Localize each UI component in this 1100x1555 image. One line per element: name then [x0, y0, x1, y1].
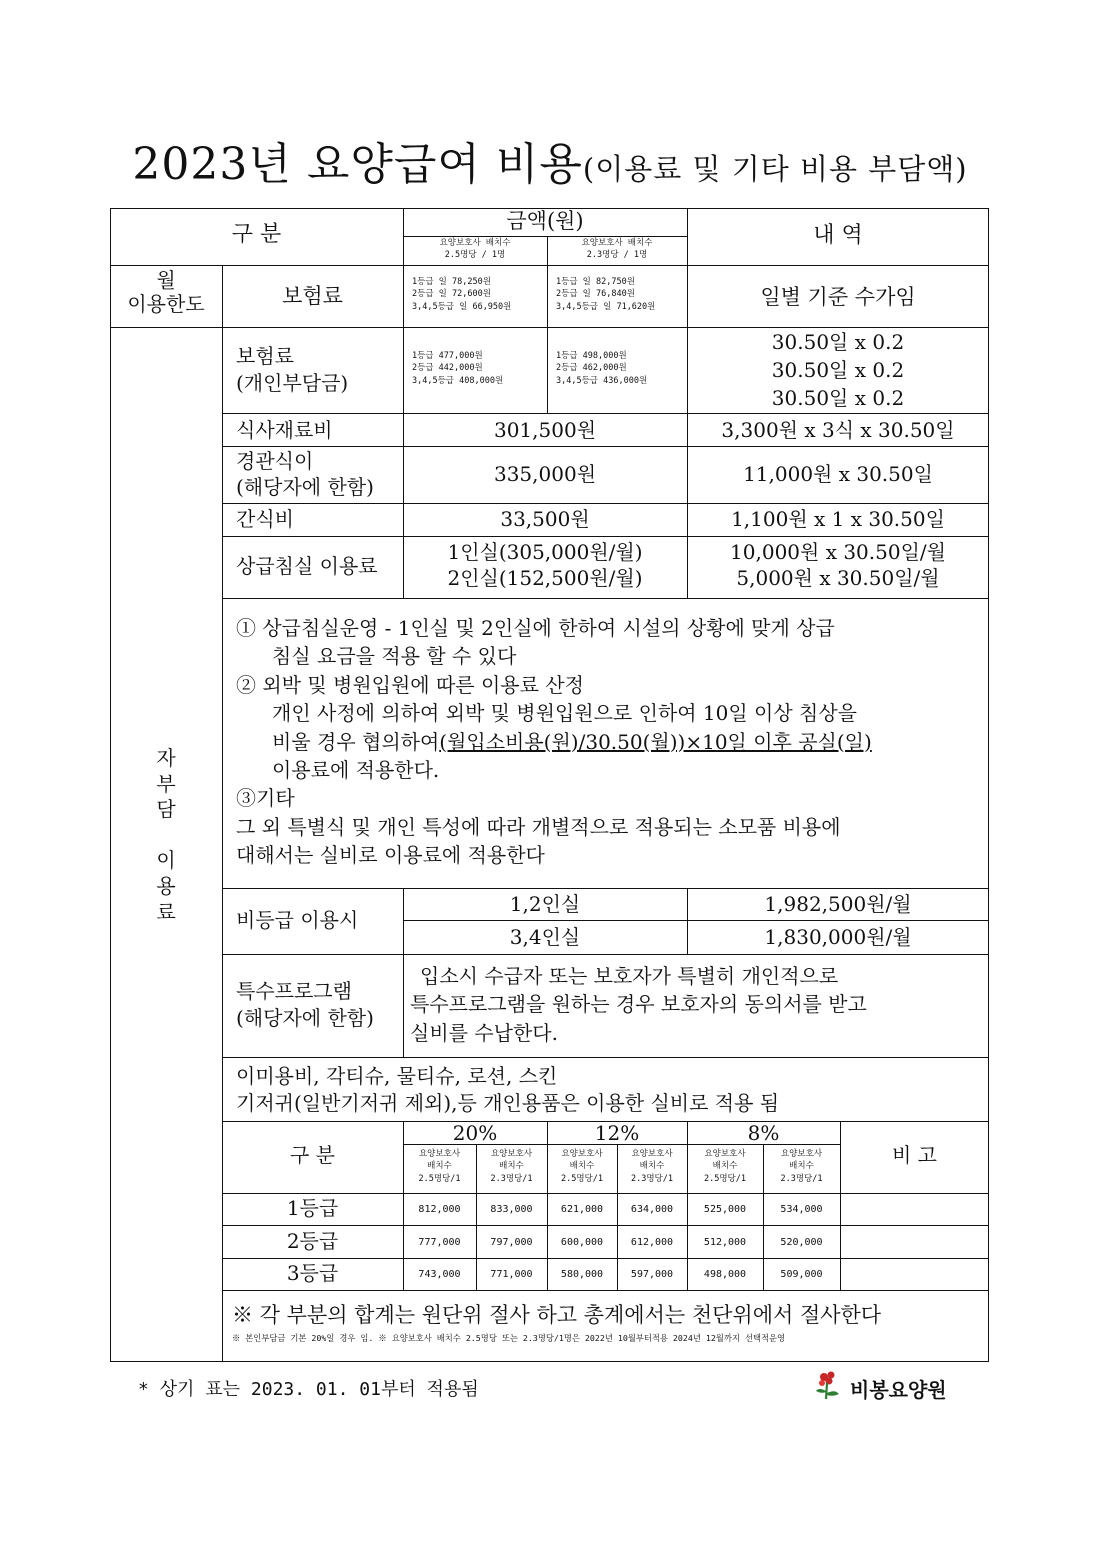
insurance-self-detail: 30.50일 x 0.2 30.50일 x 0.2 30.50일 x 0.2: [771, 330, 905, 410]
header-col-b: 요양보호사 배치수 2.3명당 / 1명: [581, 238, 653, 261]
grade-value: 771,000: [490, 1269, 533, 1280]
grade-group-8: 8%: [747, 1121, 780, 1145]
grade-value: 534,000: [780, 1204, 823, 1215]
premium-room-item: 상급침실 이용료: [236, 554, 378, 578]
grade-label: 2등급: [286, 1229, 339, 1253]
tube-item: 경관식이 (해당자에 한함): [236, 449, 374, 499]
grade-sub-header: 요양보호사 배치수 2.5명당/1: [703, 1149, 746, 1184]
meal-detail: 3,300원 x 3식 x 30.50일: [721, 418, 955, 442]
grade-gubun: 구 분: [290, 1143, 335, 1167]
footer-note: ※ 각 부분의 합계는 원단위 절사 하고 총계에서는 천단위에서 절사한다: [232, 1303, 882, 1327]
grade-value: 597,000: [630, 1269, 674, 1280]
insurance-self-col-a: 1등급 477,000원 2등급 442,000원 3,4,5등급 408,000원: [412, 351, 504, 386]
monthly-limit-detail: 일별 기준 수가임: [760, 285, 916, 309]
grade-label: 1등급: [286, 1196, 339, 1220]
grade-value: 812,000: [418, 1204, 461, 1215]
grade-value: 580,000: [560, 1269, 604, 1280]
premium-room-detail: 10,000원 x 30.50일/월 5,000원 x 30.50일/월: [730, 540, 946, 590]
meal-amount: 301,500원: [493, 418, 597, 442]
footer-small-note: ※ 본인부담금 기본 20%일 경우 임. ※ 요양보호사 배치수 2.5명당 또는 2.3명당/1명은 2022년 10월부터적용 2024년 12월까지 선택적운영: [232, 1333, 786, 1343]
monthly-limit-label: 월 이용한도: [127, 268, 205, 316]
monthly-limit-item: 보험료: [282, 284, 343, 308]
grade-sub-header: 요양보호사 배치수 2.5명당/1: [560, 1149, 603, 1184]
insurance-self-col-b: 1등급 498,000원 2등급 462,000원 3,4,5등급 436,000원: [556, 351, 648, 386]
title-main: 2023년 요양급여 비용: [132, 139, 583, 190]
grade-value: 509,000: [780, 1269, 823, 1280]
grade-value: 612,000: [630, 1237, 674, 1248]
non-grade-price-2: 1,830,000원/월: [764, 925, 912, 949]
meal-item: 식사재료비: [236, 418, 333, 442]
snack-item: 간식비: [236, 507, 294, 531]
grade-value: 520,000: [780, 1237, 823, 1248]
monthly-limit-col-b: 1등급 일 82,750원 2등급 일 76,840원 3,4,5등급 일 71,620원: [556, 277, 656, 312]
grade-value: 621,000: [560, 1204, 604, 1215]
grade-value: 512,000: [703, 1237, 747, 1248]
snack-amount: 33,500원: [500, 507, 590, 531]
special-text: 입소시 수급자 또는 보호자가 특별히 개인적으로 특수프로그램을 원하는 경우 보호자의 동의서를 받고 실비를 수납한다.: [410, 964, 867, 1045]
grade-value: 833,000: [490, 1204, 533, 1215]
personal-goods: 이미용비, 각티슈, 물티슈, 로션, 스킨 기저귀(일반기저귀 제외),등 개인용품은 이용한 실비로 적용 됨: [236, 1064, 780, 1115]
tube-amount: 335,000원: [493, 462, 597, 486]
grade-value: 634,000: [630, 1204, 674, 1215]
applied-date-note: * 상기 표는 2023. 01. 01부터 적용됨: [138, 1379, 479, 1400]
non-grade-price-1: 1,982,500원/월: [764, 892, 912, 916]
premium-room-amount: 1인실(305,000원/월) 2인실(152,500원/월): [447, 540, 643, 590]
insurance-self-item: 보험료 (개인부담금): [236, 344, 349, 395]
non-grade-room-2: 3,4인실: [509, 925, 581, 949]
grade-value: 797,000: [490, 1237, 533, 1248]
grade-sub-header: 요양보호사 배치수 2.3명당/1: [490, 1149, 533, 1184]
header-amount: 금액(원): [506, 209, 584, 233]
grade-value: 743,000: [418, 1269, 461, 1280]
page-title: [0, 128, 1100, 192]
flower-logo-icon: [813, 1369, 843, 1405]
self-pay-label: 자 부 담 이 용 료: [156, 746, 176, 924]
header-col-a: 요양보호사 배치수 2.5명당 / 1명: [439, 238, 511, 261]
grade-value: 498,000: [703, 1269, 747, 1280]
grade-value: 600,000: [560, 1237, 604, 1248]
non-grade-room-1: 1,2인실: [509, 892, 581, 916]
non-grade-item: 비등급 이용시: [236, 908, 359, 932]
snack-detail: 1,100원 x 1 x 30.50일: [731, 507, 945, 531]
grade-value: 525,000: [703, 1204, 747, 1215]
title-sub: (이용료 및 기타 비용 부담액): [582, 152, 968, 186]
grade-remark: 비 고: [892, 1143, 937, 1167]
grade-group-12: 12%: [594, 1121, 640, 1145]
grade-value: 777,000: [418, 1237, 461, 1248]
notes-block: ① 상급침실운영 - 1인실 및 2인실에 한하여 시설의 상황에 맞게 상급 침실 요금을 적용 할 수 있다 ② 외박 및 병원입원에 따른 이용료 산정 개인 사정에 의하여 외박 및 병원입원으로 인하여 10일 이상 침상을 비울 경우 협의하여(월입소비용(원)/30.50(월))×10일 이후 공실(일) 이용료에 적용한다. ③기타 그 외 특별식 및 개인 특성에 따라 개별적으로 적용되는 소모품 비용에 대해서는 실비로 이용료에 적용한다: [236, 616, 872, 868]
monthly-limit-col-a: 1등급 일 78,250원 2등급 일 72,600원 3,4,5등급 일 66,950원: [412, 277, 512, 312]
grade-sub-header: 요양보호사 배치수 2.3명당/1: [780, 1149, 823, 1184]
special-item: 특수프로그램 (해당자에 한함): [236, 979, 374, 1030]
header-detail: 내 역: [813, 223, 863, 248]
grade-label: 3등급: [286, 1261, 339, 1285]
grade-group-20: 20%: [452, 1121, 498, 1145]
grade-sub-header: 요양보호사 배치수 2.3명당/1: [630, 1149, 673, 1184]
org-name: 비봉요양원: [850, 1378, 947, 1402]
header-gubun: 구 분: [231, 222, 282, 247]
grade-sub-header: 요양보호사 배치수 2.5명당/1: [418, 1149, 461, 1184]
tube-detail: 11,000원 x 30.50일: [743, 462, 933, 486]
